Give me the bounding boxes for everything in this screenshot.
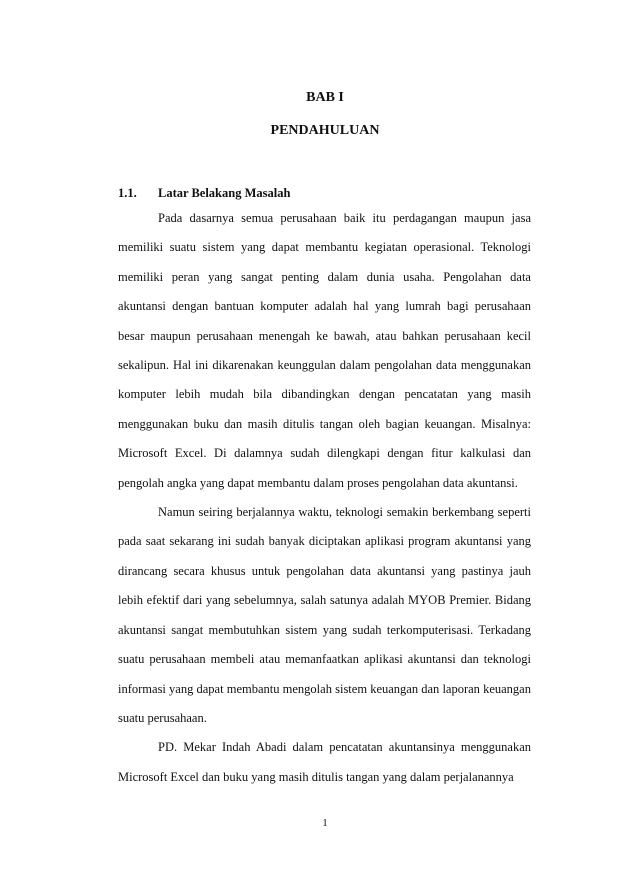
chapter-subtitle: PENDAHULUAN [270,123,380,138]
section-heading [118,186,290,201]
chapter-title: BAB I [306,90,344,105]
page-number: 1 [322,817,328,829]
paragraph: Namun seiring berjalannya waktu, teknologi semakin berkembang seperti pada saat sekarang ini sudah banyak diciptakan aplikasi program akuntansi yang dirancang secara khusus untuk pengolahan data akuntansi yang pastinya jauh lebih efektif dari yang sebelumnya, salah satunya adalah MYOB Premier. Bidang akuntansi sangat membutuhkan sistem yang sudah terkomputerisasi. Terkadang suatu perusahaan membeli atau memanfaatkan aplikasi akuntansi dan teknologi informasi yang dapat membantu mengolah sistem keuangan dan laporan keuangan suatu perusahaan. [118,505,531,725]
paragraph: PD. Mekar Indah Abadi dalam pencatatan akuntansinya menggunakan Microsoft Excel dan buku yang masih ditulis tangan yang dalam perjalanannya [118,740,531,784]
paragraph: Pada dasarnya semua perusahaan baik itu perdagangan maupun jasa memiliki suatu sistem yang dapat membantu kegiatan operasional. Teknologi memiliki peran yang sangat penting dalam dunia usaha. Pengolahan data akuntansi dengan bantuan komputer adalah hal yang lumrah bagi perusahaan besar maupun perusahaan menengah ke bawah, atau bahkan perusahaan kecil sekalipun. Hal ini dikarenakan keunggulan dalam pengolahan data menggunakan komputer lebih mudah bila dibandingkan dengan pencatatan yang masih menggunakan buku dan masih ditulis tangan oleh bagian keuangan. Misalnya: Microsoft Excel. Di dalamnya sudah dilengkapi dengan fitur kalkulasi dan pengolah angka yang dapat membantu dalam proses pengolahan data akuntansi. [118,211,531,490]
section-title: Latar Belakang Masalah [158,186,291,200]
section-number: 1.1. [118,186,137,200]
body-text [118,204,531,792]
